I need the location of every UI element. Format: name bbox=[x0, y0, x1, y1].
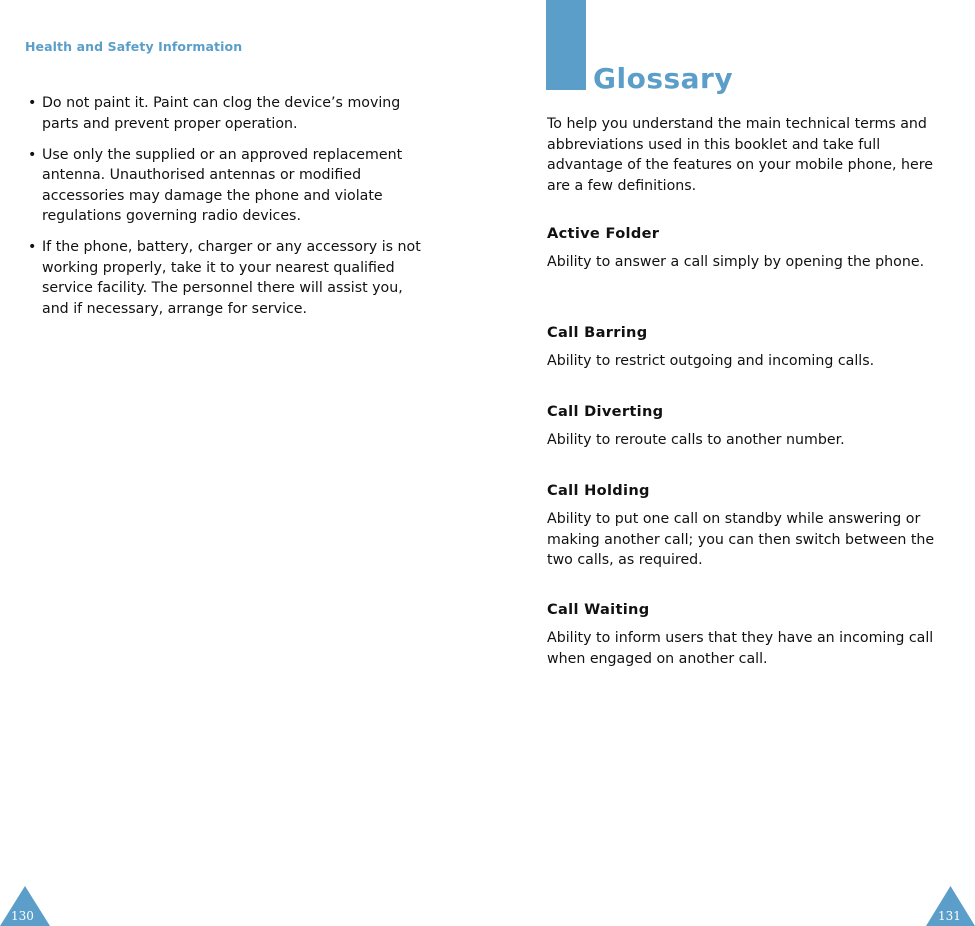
term-definition: Ability to answer a call simply by opening the phone. bbox=[547, 254, 925, 270]
glossary-entry bbox=[547, 600, 957, 669]
bullet-item bbox=[25, 237, 430, 319]
bullet-text: Use only the supplied or an approved replacement antenna. Unauthorised antennas or modified accessories may damage the phone and violate regulations governing radio devices. bbox=[42, 146, 403, 224]
term-name: Call Barring bbox=[547, 324, 648, 341]
page-number-label: 130 bbox=[11, 909, 34, 923]
left-page bbox=[0, 0, 487, 926]
glossary-entry bbox=[547, 224, 957, 273]
term-name: Call Diverting bbox=[547, 403, 664, 420]
term-name: Call Holding bbox=[547, 482, 650, 499]
page-number-right bbox=[926, 884, 975, 926]
glossary-entry bbox=[547, 402, 957, 451]
bullet-text: If the phone, battery, charger or any accessory is not working properly, take it to your nearest qualified service facility. The personnel there will assist you, and if necessary, arrange for service. bbox=[42, 239, 421, 317]
bullet-mark: • bbox=[28, 239, 37, 255]
term-name: Call Waiting bbox=[547, 601, 650, 618]
bullet-list bbox=[25, 93, 430, 330]
page-title: Glossary bbox=[593, 62, 734, 95]
bullet-text: Do not paint it. Paint can clog the device’s moving parts and prevent proper operation. bbox=[42, 95, 401, 132]
bullet-mark: • bbox=[28, 95, 37, 111]
term-name: Active Folder bbox=[547, 225, 660, 242]
intro-paragraph: To help you understand the main technical terms and abbreviations used in this booklet and take full advantage of the features on your mobile phone, here are a few definitions. bbox=[547, 116, 933, 194]
bullet-mark: • bbox=[28, 146, 37, 163]
page-number-left bbox=[0, 884, 50, 926]
bullet-item bbox=[25, 93, 430, 134]
term-definition: Ability to restrict outgoing and incoming calls. bbox=[547, 353, 875, 369]
right-page bbox=[487, 0, 975, 926]
term-definition: Ability to inform users that they have an incoming call when engaged on another call. bbox=[547, 630, 934, 667]
glossary-entry bbox=[547, 481, 957, 571]
page-number-label: 131 bbox=[938, 909, 961, 923]
term-definition: Ability to reroute calls to another number. bbox=[547, 432, 845, 448]
bullet-item bbox=[25, 145, 430, 227]
title-accent-block bbox=[546, 0, 586, 90]
running-header: Health and Safety Information bbox=[25, 39, 243, 54]
glossary-entry bbox=[547, 323, 957, 372]
term-definition: Ability to put one call on standby while answering or making another call; you can then switch between the two calls, as required. bbox=[547, 511, 935, 568]
